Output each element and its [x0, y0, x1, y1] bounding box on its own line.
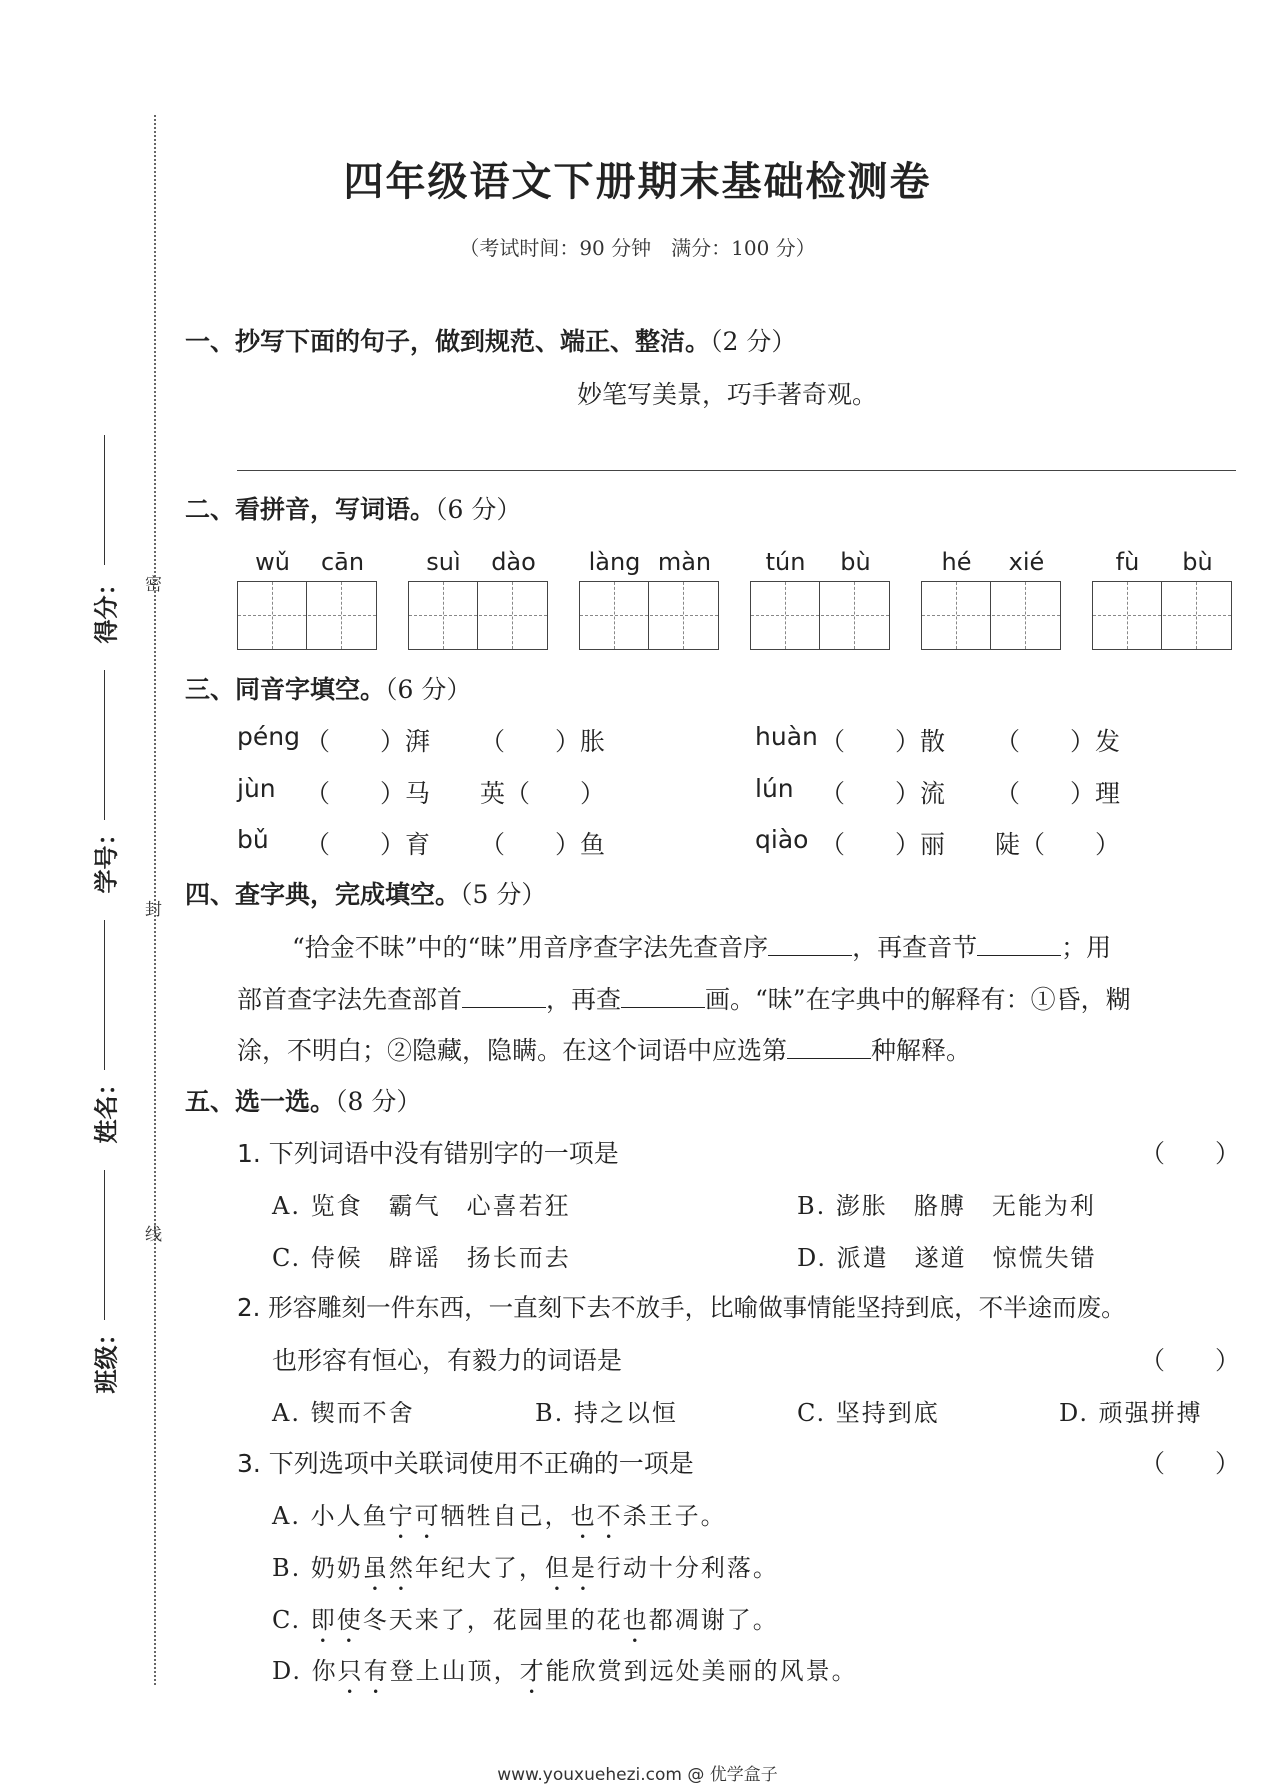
writing-grid[interactable] [408, 581, 548, 650]
connective-word: 只有 [337, 1657, 390, 1685]
q3-option-a[interactable]: A. 小人鱼宁可牺牲自己，也不杀王子。 [272, 1502, 727, 1530]
connective-word: 也不 [570, 1502, 623, 1530]
q2-option-d[interactable]: D. 顽强拼搏 [1059, 1399, 1203, 1427]
writing-grid[interactable] [750, 581, 890, 650]
writing-line[interactable] [237, 470, 1236, 471]
pinyin-syllable: màn [657, 548, 712, 576]
pinyin-syllable: xié [1008, 548, 1045, 576]
copy-sentence: 妙笔写美景，巧手著奇观。 [577, 380, 878, 409]
connective-word: 宁可 [388, 1502, 441, 1530]
q2-stem-line-1: 2. 形容雕刻一件东西，一直刻下去不放手，比喻做事情能坚持到底，不半途而废。 [237, 1293, 1126, 1322]
homophone-pinyin: lún [755, 774, 794, 803]
writing-grid[interactable] [1092, 581, 1232, 650]
q1-option-b[interactable]: B. 澎胀 胳膊 无能为利 [797, 1192, 1096, 1220]
q2-answer[interactable]: （ ） [1140, 1346, 1241, 1375]
q2-option-b[interactable]: B. 持之以恒 [535, 1399, 678, 1427]
score-label: 得分： [92, 571, 121, 644]
connective-word: 也 [622, 1606, 649, 1634]
section-2-heading: 二、看拼音，写词语。（6 分） [185, 495, 522, 524]
section-1-heading: 一、抄写下面的句子，做到规范、端正、整洁。（2 分） [185, 327, 797, 356]
name-label: 姓名： [92, 1071, 121, 1144]
blank-radical[interactable] [462, 985, 546, 1008]
blank-syllable[interactable] [977, 933, 1061, 956]
pinyin-syllable: bù [840, 548, 871, 576]
q2-stem-line-2: 也形容有恒心，有毅力的词语是 [272, 1346, 623, 1375]
class-label: 班级： [92, 1321, 121, 1394]
class-field[interactable] [104, 1170, 105, 1320]
student-number-label: 学号： [92, 821, 121, 894]
homophone-pinyin: huàn [755, 722, 818, 751]
writing-grid[interactable] [921, 581, 1061, 650]
section-5-heading: 五、选一选。（8 分） [185, 1087, 422, 1116]
homophone-blank[interactable]: （ ）理 [995, 779, 1121, 808]
student-number-field[interactable] [104, 670, 105, 820]
q2-option-c[interactable]: C. 坚持到底 [797, 1399, 940, 1427]
connective-word: 虽然 [362, 1554, 415, 1582]
homophone-blank[interactable]: （ ）马 [305, 779, 431, 808]
homophone-pinyin: qiào [755, 825, 809, 854]
blank-strokes[interactable] [621, 985, 705, 1008]
homophone-blank[interactable]: （ ）散 [820, 727, 946, 756]
q3-answer[interactable]: （ ） [1140, 1449, 1241, 1478]
pinyin-syllable: suì [426, 548, 461, 576]
homophone-pinyin: jùn [237, 774, 276, 803]
homophone-pinyin: péng [237, 722, 300, 751]
q3-stem: 3. 下列选项中关联词使用不正确的一项是 [237, 1449, 694, 1478]
dictionary-line-2: 部首查字法先查部首 ，再查 画。“昧”在字典中的解释有：①昏，糊 [237, 985, 1131, 1014]
homophone-blank[interactable]: 英（ ） [480, 779, 606, 808]
writing-grid[interactable] [579, 581, 719, 650]
page-title: 四年级语文下册期末基础检测卷 [343, 159, 932, 205]
section-4-heading: 四、查字典，完成填空。（5 分） [185, 880, 547, 909]
q1-option-a[interactable]: A. 览食 霸气 心喜若狂 [272, 1192, 571, 1220]
pinyin-syllable: wǔ [255, 548, 290, 576]
section-3-heading: 三、同音字填空。（6 分） [185, 675, 472, 704]
q3-option-b[interactable]: B. 奶奶虽然年纪大了，但是行动十分利落。 [272, 1554, 779, 1582]
homophone-blank[interactable]: （ ）胀 [480, 727, 606, 756]
name-field[interactable] [104, 920, 105, 1070]
pinyin-syllable: fù [1115, 548, 1140, 576]
homophone-blank[interactable]: （ ）鱼 [480, 830, 606, 859]
connective-word: 但是 [544, 1554, 597, 1582]
dictionary-line-3: 涂，不明白；②隐藏，隐瞒。在这个词语中应选第 种解释。 [237, 1036, 972, 1065]
q3-option-c[interactable]: C. 即使冬天来了，花园里的花也都凋谢了。 [272, 1606, 779, 1634]
q1-option-d[interactable]: D. 派遣 遂道 惊慌失错 [797, 1244, 1097, 1272]
seal-word-feng: 封 [145, 900, 162, 920]
q1-answer[interactable]: （ ） [1140, 1139, 1241, 1168]
homophone-blank[interactable]: （ ）丽 [820, 830, 946, 859]
pinyin-syllable: tún [765, 548, 806, 576]
pinyin-syllable: cān [320, 548, 365, 576]
homophone-blank[interactable]: 陡（ ） [995, 830, 1121, 859]
exam-info: （考试时间：90 分钟 满分：100 分） [459, 236, 816, 260]
blank-meaning[interactable] [787, 1036, 871, 1059]
homophone-blank[interactable]: （ ）湃 [305, 727, 431, 756]
writing-grid[interactable] [237, 581, 377, 650]
q3-option-d[interactable]: D. 你只有登上山顶，才能欣赏到远处美丽的风景。 [272, 1657, 858, 1685]
footer-watermark: www.youxuehezi.com @ 优学盒子 [497, 1765, 778, 1785]
connective-word: 才 [519, 1657, 546, 1685]
pinyin-syllable: làng [588, 548, 641, 576]
pinyin-syllable: dào [491, 548, 536, 576]
q1-stem: 1. 下列词语中没有错别字的一项是 [237, 1139, 619, 1168]
connective-word: 即使 [310, 1606, 363, 1634]
q1-option-c[interactable]: C. 侍候 辟谣 扬长而去 [272, 1244, 571, 1272]
seal-word-mi: 密 [145, 575, 162, 595]
seal-word-xian: 线 [145, 1225, 162, 1245]
dictionary-line-1: “拾金不昧”中的“昧”用音序查字法先查音序 ，再查音节 ；用 [292, 933, 1112, 962]
pinyin-syllable: bù [1182, 548, 1213, 576]
blank-initial[interactable] [768, 933, 852, 956]
homophone-blank[interactable]: （ ）发 [995, 727, 1121, 756]
q2-option-a[interactable]: A. 锲而不舍 [272, 1399, 415, 1427]
score-field[interactable] [104, 435, 105, 565]
homophone-blank[interactable]: （ ）流 [820, 779, 946, 808]
homophone-blank[interactable]: （ ）育 [305, 830, 431, 859]
pinyin-syllable: hé [941, 548, 972, 576]
homophone-pinyin: bǔ [237, 825, 269, 854]
